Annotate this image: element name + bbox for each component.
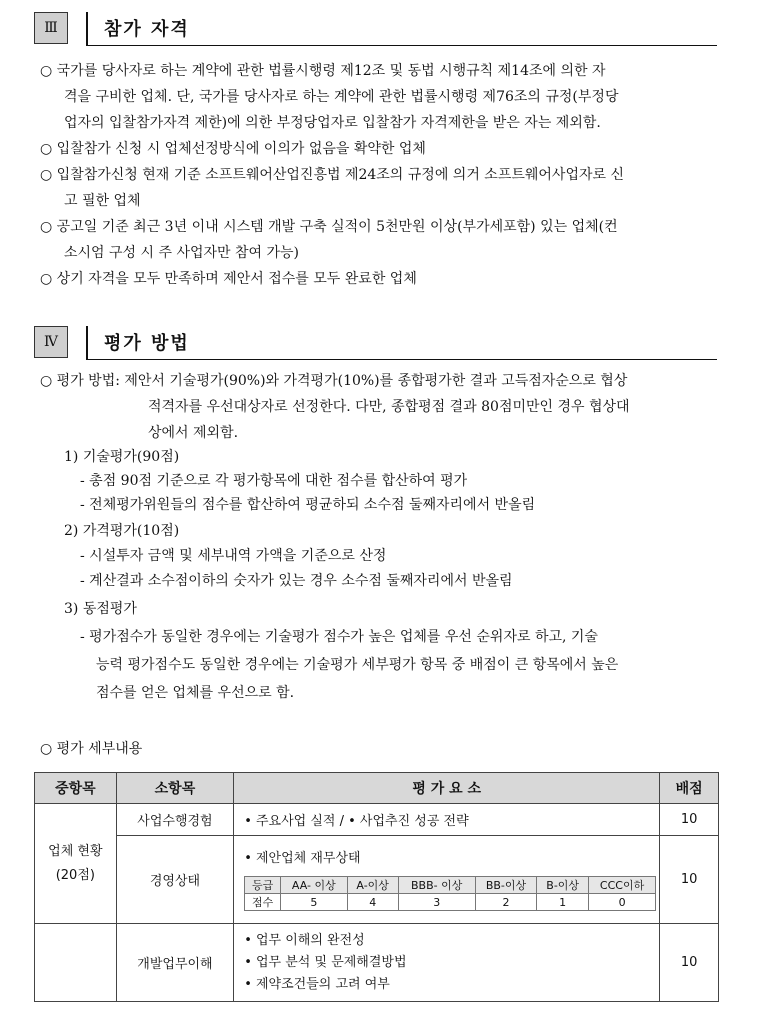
score-label: 점수 (245, 894, 281, 911)
s4-line-11: - 평가점수가 동일한 경우에는 기술평가 점수가 높은 업체를 우선 순위자로 하고, 기술 (80, 629, 598, 645)
grade-bb: BB-이상 (475, 877, 537, 894)
element-cell (234, 924, 660, 1002)
header-sub-item: 소항목 (116, 773, 234, 804)
grade-label: 등급 (245, 877, 281, 894)
score-bb: 2 (475, 894, 537, 911)
section-3-rule (88, 45, 717, 46)
section-4-divider (86, 326, 88, 360)
grade-row (245, 877, 656, 894)
section-4-rule (88, 359, 717, 360)
section-4-number: Ⅳ (34, 326, 68, 358)
element-text: • 제안업체 재무상태 (244, 851, 361, 866)
s3-line-1: ○ 국가를 당사자로 하는 계약에 관한 법률시행령 제12조 및 동법 시행규칙 제14조에 의한 자 (40, 63, 606, 79)
section-3-header (34, 12, 717, 52)
score-a: 4 (347, 894, 398, 911)
evaluation-table (34, 772, 719, 1002)
s3-line-7: ○ 공고일 기준 최근 3년 이내 시스템 개발 구축 실적이 5천만원 이상(부가세포함) 있는 업체(컨 (40, 219, 618, 235)
element-bullet: • 업무 분석 및 문제해결방법 (244, 954, 407, 970)
sub-item: 경영상태 (116, 836, 234, 924)
s4-line-3: 상에서 제외함. (148, 425, 239, 441)
s3-line-3: 업자의 입찰참가자격 제한)에 의한 부정당업자로 입찰참가 자격제한을 받은 자는 제외함. (64, 115, 601, 131)
score-bbb: 3 (398, 894, 475, 911)
header-elements: 평 가 요 소 (234, 773, 660, 804)
table-header-row (35, 773, 719, 804)
s4-line-8: - 시설투자 금액 및 세부내역 가액을 기준으로 산정 (80, 548, 387, 564)
s4-line-2: 적격자를 우선대상자로 선정한다. 다만, 종합평점 결과 80점미만인 경우 협상대 (148, 399, 630, 415)
section-3-number: Ⅲ (34, 12, 68, 44)
section-4-header (34, 326, 717, 366)
score-cell: 10 (660, 924, 719, 1002)
element-cell: • 주요사업 실적 / • 사업추진 성공 전략 (234, 804, 660, 836)
s3-line-6: 고 필한 업체 (64, 193, 141, 209)
table-row (35, 924, 719, 1002)
header-score: 배점 (660, 773, 719, 804)
s4-line-13: 점수를 얻은 업체를 우선으로 함. (96, 685, 295, 701)
s4-line-10: 3) 동점평가 (64, 601, 137, 617)
s4-line-9: - 계산결과 소수점이하의 숫자가 있는 경우 소수점 둘째자리에서 반올림 (80, 573, 513, 589)
group-cell (35, 804, 117, 924)
s4-line-4: 1) 기술평가(90점) (64, 449, 180, 465)
element-bullet: • 업무 이해의 완전성 (244, 932, 365, 948)
element-cell (234, 836, 660, 924)
sub-item: 사업수행경험 (116, 804, 234, 836)
group-points: (20점) (55, 867, 95, 883)
s3-line-5: ○ 입찰참가신청 현재 기준 소프트웨어산업진흥법 제24조의 규정에 의거 소프트웨어사업자로 신 (40, 167, 624, 183)
score-ccc: 0 (588, 894, 655, 911)
group-cell-empty (35, 924, 117, 1002)
score-cell: 10 (660, 804, 719, 836)
grade-ccc: CCC이하 (588, 877, 655, 894)
section-4-title: 평가 방법 (104, 333, 190, 354)
grade-b: B-이상 (537, 877, 589, 894)
header-main-item: 중항목 (35, 773, 117, 804)
score-aa: 5 (281, 894, 348, 911)
score-cell: 10 (660, 836, 719, 924)
s4-line-1: ○ 평가 방법: 제안서 기술평가(90%)와 가격평가(10%)를 종합평가한 결과 고득점자순으로 협상 (40, 373, 628, 389)
table-row (35, 804, 719, 836)
section-3-divider (86, 12, 88, 46)
grade-bbb: BBB- 이상 (398, 877, 475, 894)
s3-line-9: ○ 상기 자격을 모두 만족하며 제안서 접수를 모두 완료한 업체 (40, 271, 417, 287)
s4-line-12: 능력 평가점수도 동일한 경우에는 기술평가 세부평가 항목 중 배점이 큰 항목에서 높은 (96, 657, 619, 673)
group-name: 업체 현황 (48, 843, 103, 859)
s4-line-7: 2) 가격평가(10점) (64, 523, 180, 539)
s4-line-14: ○ 평가 세부내용 (40, 741, 143, 757)
score-b: 1 (537, 894, 589, 911)
element-bullet: • 제약조건들의 고려 여부 (244, 976, 390, 992)
table-row (35, 836, 719, 924)
s4-line-6: - 전체평가위원들의 점수를 합산하여 평균하되 소수점 둘째자리에서 반올림 (80, 497, 536, 513)
s4-line-5: - 총점 90점 기준으로 각 평가항목에 대한 점수를 합산하여 평가 (80, 473, 468, 489)
sub-item: 개발업무이해 (116, 924, 234, 1002)
credit-grade-table (244, 876, 656, 911)
grade-aa: AA- 이상 (281, 877, 348, 894)
section-3-title: 참가 자격 (104, 19, 190, 40)
s3-line-2: 격을 구비한 업체. 단, 국가를 당사자로 하는 계약에 관한 법률시행령 제76조의 규정(부정당 (64, 89, 619, 105)
grade-a: A-이상 (347, 877, 398, 894)
s3-line-4: ○ 입찰참가 신청 시 업체선정방식에 이의가 없음을 확약한 업체 (40, 141, 426, 157)
grade-score-row (245, 894, 656, 911)
s3-line-8: 소시엄 구성 시 주 사업자만 참여 가능) (64, 245, 300, 261)
